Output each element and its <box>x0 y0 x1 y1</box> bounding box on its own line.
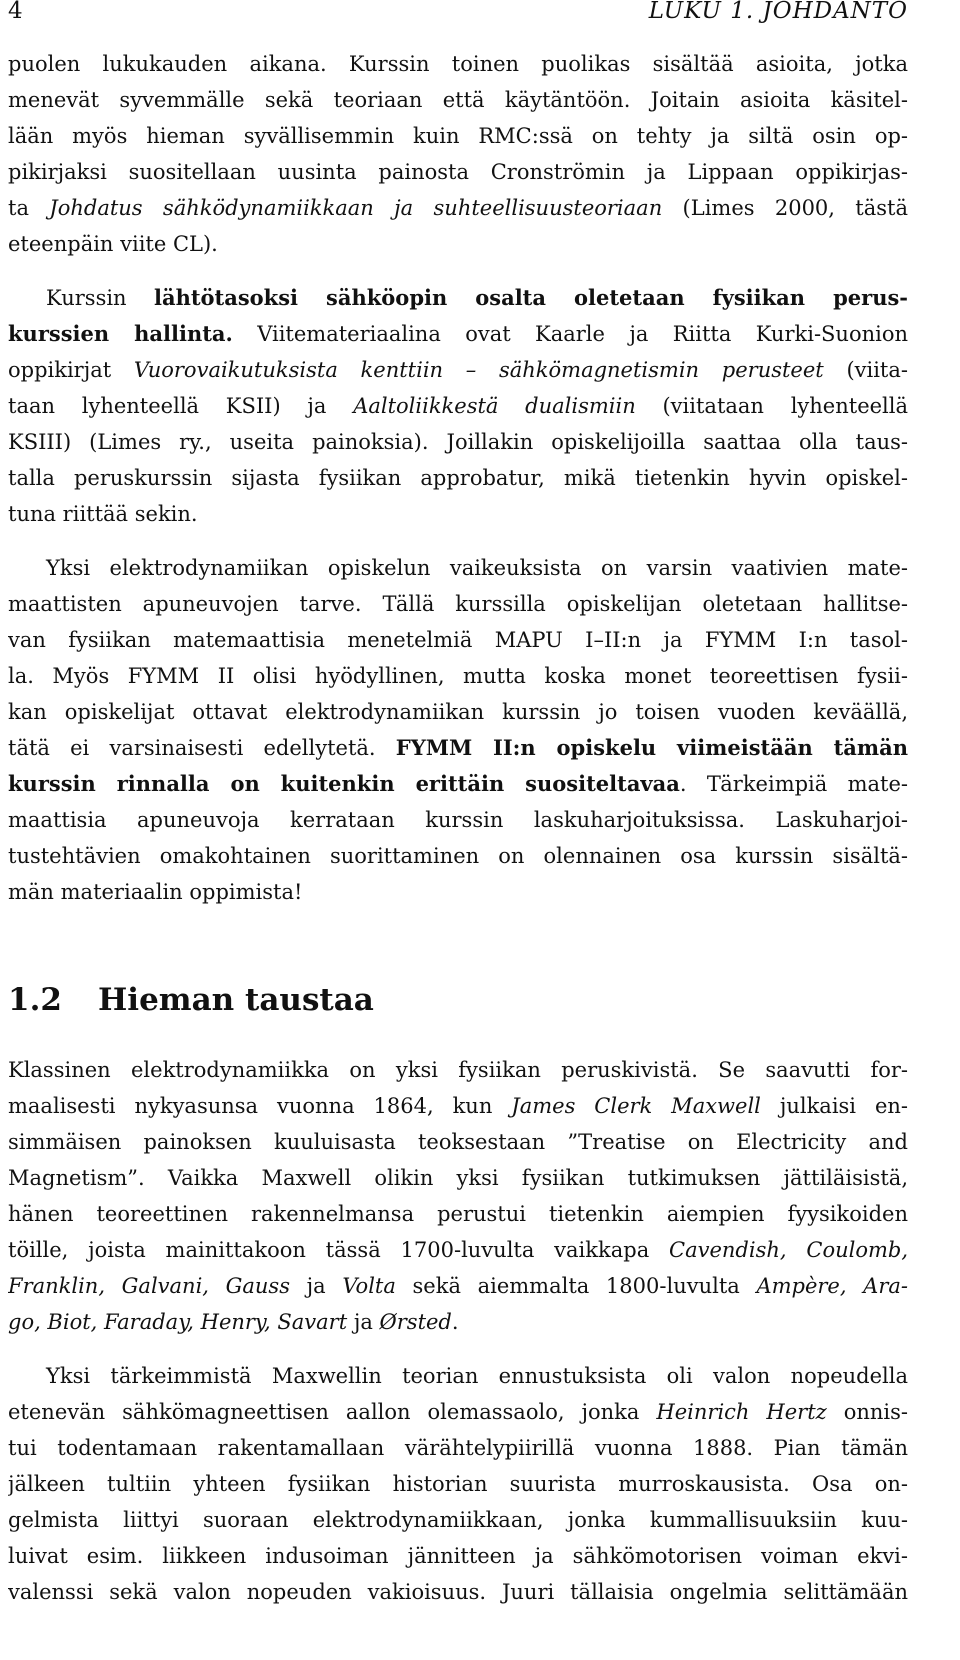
emphasis: kurssien hallinta. <box>8 321 233 346</box>
text-line: la. Myös FYMM II olisi hyödyllinen, mutta koska monet teoreettisen fysii- <box>8 664 908 688</box>
text-line: Yksi tärkeimmistä Maxwellin teorian ennustuksista oli valon nopeudella <box>46 1364 908 1388</box>
text-line: simmäisen painoksen kuuluisasta teoksestaan ”Treatise on Electricity and <box>8 1130 908 1154</box>
document-page <box>8 0 908 1610</box>
paragraph-4 <box>8 1052 908 1340</box>
text-line: taan lyhenteellä KSII) ja Aaltoliikkestä dualismiin (viitataan lyhenteellä <box>8 394 908 418</box>
person-name: go, Biot, Faraday, Henry, Savart <box>8 1310 348 1334</box>
text-line: tustehtävien omakohtainen suorittaminen on olennainen osa kurssin sisältä- <box>8 844 908 868</box>
text-line: maattisia apuneuvoja kerrataan kurssin laskuharjoituksissa. Laskuharjoi- <box>8 808 908 832</box>
paragraph-2 <box>8 280 908 532</box>
text-line: maattisten apuneuvojen tarve. Tällä kurssilla opiskelijan oletetaan hallitse- <box>8 592 908 616</box>
paragraph-3 <box>8 550 908 910</box>
text-line: KSIII) (Limes ry., useita painoksia). Joillakin opiskelijoilla saattaa olla taus- <box>8 430 908 454</box>
page-number: 4 <box>8 0 23 24</box>
running-title: LUKU 1. JOHDANTO <box>648 0 908 24</box>
text-line: Kurssin lähtötasoksi sähköopin osalta oletetaan fysiikan perus- <box>46 285 908 310</box>
emphasis: FYMM II:n opiskelu viimeistään tämän <box>395 735 908 760</box>
section-title: Hieman taustaa <box>98 982 374 1018</box>
text-line: tui todentamaan rakentamallaan värähtelypiirillä vuonna 1888. Pian tämän <box>8 1436 908 1460</box>
text-line: van fysiikan matemaattisia menetelmiä MAPU I–II:n ja FYMM I:n tasol- <box>8 628 908 652</box>
text-line: ta Johdatus sähködynamiikkaan ja suhteellisuusteoriaan (Limes 2000, tästä <box>8 196 908 220</box>
section-number: 1.2 <box>8 982 62 1018</box>
text-line: luivat esim. liikkeen indusoiman jännitteen ja sähkömotorisen voiman ekvi- <box>8 1544 908 1568</box>
text-line: eteenpäin viite CL). <box>8 232 218 256</box>
text-line: gelmista liittyi suoraan elektrodynamiikkaan, jonka kummallisuuksiin kuu- <box>8 1508 908 1532</box>
emphasis: kurssin rinnalla on kuitenkin erittäin suositeltavaa <box>8 771 680 796</box>
person-name: Volta <box>342 1274 396 1298</box>
paragraph-1 <box>8 46 908 262</box>
text-line: kurssien hallinta. Viitemateriaalina ovat Kaarle ja Riitta Kurki-Suonion <box>8 321 908 346</box>
person-name: James Clerk Maxwell <box>511 1094 761 1118</box>
person-name: Ampère, Ara- <box>756 1274 908 1298</box>
person-name: Cavendish, Coulomb, <box>669 1238 908 1262</box>
text-line: pikirjaksi suositellaan uusinta painosta Cronströmin ja Lippaan oppikirjas- <box>8 160 908 184</box>
text-line: talla peruskurssin sijasta fysiikan approbatur, mikä tietenkin hyvin opiskel- <box>8 466 908 490</box>
text-line: go, Biot, Faraday, Henry, Savart ja Ørsted. <box>8 1310 459 1334</box>
text-line: Franklin, Galvani, Gauss ja Volta sekä aiemmalta 1800-luvulta Ampère, Ara- <box>8 1274 908 1298</box>
text-line: Magnetism”. Vaikka Maxwell olikin yksi fysiikan tutkimuksen jättiläisistä, <box>8 1166 908 1190</box>
text-line: valenssi sekä valon nopeuden vakioisuus. Juuri tällaisia ongelmia selittämään <box>8 1580 908 1604</box>
page-header <box>8 0 908 26</box>
text-line: tätä ei varsinaisesti edellytetä. FYMM II:n opiskelu viimeistään tämän <box>8 735 908 760</box>
text-line: etenevän sähkömagneettisen aallon olemassaolo, jonka Heinrich Hertz onnis- <box>8 1400 908 1424</box>
book-title: Vuorovaikutuksista kenttiin – sähkömagnetismin perusteet <box>133 358 824 382</box>
text-line: oppikirjat Vuorovaikutuksista kenttiin – sähkömagnetismin perusteet (viita- <box>8 358 908 382</box>
text-line: kurssin rinnalla on kuitenkin erittäin suositeltavaa. Tärkeimpiä mate- <box>8 771 908 796</box>
section-heading <box>8 968 908 1032</box>
text-line: hänen teoreettinen rakennelmansa perustui tietenkin aiempien fyysikoiden <box>8 1202 908 1226</box>
person-name: Ørsted <box>379 1310 452 1334</box>
text-line: lään myös hieman syvällisemmin kuin RMC:ssä on tehty ja siltä osin op- <box>8 124 908 148</box>
person-name: Heinrich Hertz <box>656 1400 827 1424</box>
text-line: kan opiskelijat ottavat elektrodynamiikan kurssin jo toisen vuoden keväällä, <box>8 700 908 724</box>
text-line: Klassinen elektrodynamiikka on yksi fysiikan peruskivistä. Se saavutti for- <box>8 1058 908 1082</box>
book-title: Aaltoliikkestä dualismiin <box>353 394 636 418</box>
person-name: Franklin, Galvani, Gauss <box>8 1274 290 1298</box>
emphasis: lähtötasoksi sähköopin osalta oletetaan fysiikan perus- <box>153 285 908 310</box>
text-line: puolen lukukauden aikana. Kurssin toinen puolikas sisältää asioita, jotka <box>8 52 908 76</box>
text-line: töille, joista mainittakoon tässä 1700-luvulta vaikkapa Cavendish, Coulomb, <box>8 1238 908 1262</box>
text-line: Yksi elektrodynamiikan opiskelun vaikeuksista on varsin vaativien mate- <box>46 556 908 580</box>
text-line: maalisesti nykyasunsa vuonna 1864, kun James Clerk Maxwell julkaisi en- <box>8 1094 908 1118</box>
paragraph-5 <box>8 1358 908 1610</box>
text-line: tuna riittää sekin. <box>8 502 198 526</box>
book-title: Johdatus sähködynamiikkaan ja suhteellisuusteoriaan <box>49 196 663 220</box>
text-line: menevät syvemmälle sekä teoriaan että käytäntöön. Joitain asioita käsitel- <box>8 88 908 112</box>
text-line: män materiaalin oppimista! <box>8 880 303 904</box>
text-line: jälkeen tultiin yhteen fysiikan historian suurista murroskausista. Osa on- <box>8 1472 908 1496</box>
